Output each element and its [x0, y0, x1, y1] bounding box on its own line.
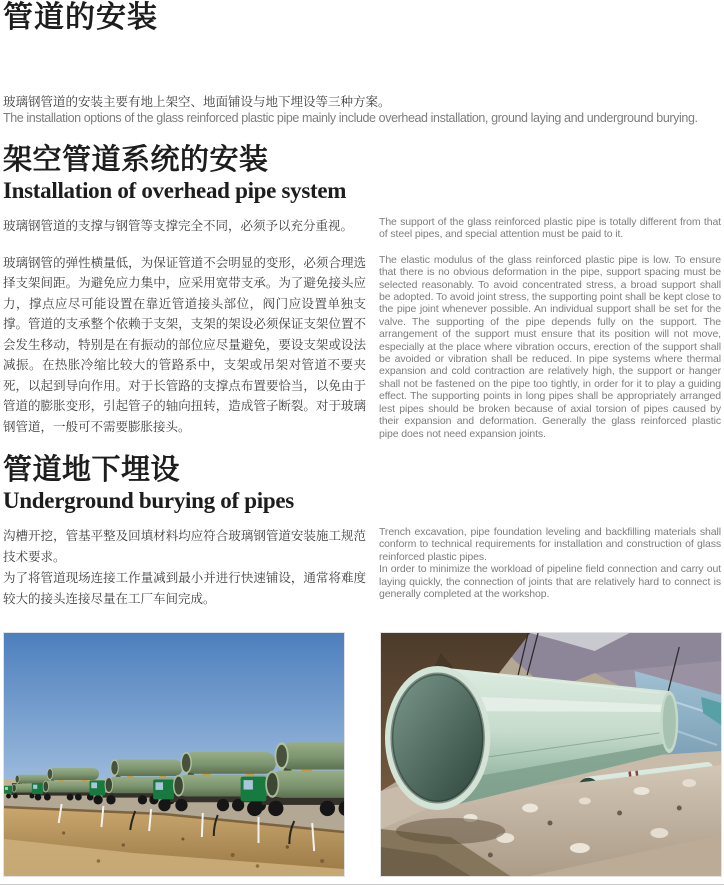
chinese-column: [3, 216, 366, 440]
intro-block: [3, 94, 724, 126]
trench-photo-illustration: [381, 633, 721, 876]
chinese-column: [3, 526, 366, 609]
section-heading-en: Installation of overhead pipe system: [3, 178, 347, 203]
photo-pipe-in-trench: [380, 632, 722, 877]
paragraph-en: In order to minimize the workload of pipeline field connection and carry out laying quickly, the connection of joints that are relatively hard to connect is generally completed at the workshop.: [379, 563, 721, 601]
two-column-text: [3, 216, 721, 440]
bottom-divider: [0, 884, 724, 885]
paragraph-zh: 玻璃钢管道的支撑与钢管等支撑完全不同，必须予以充分重视。: [3, 219, 354, 233]
section-heading-zh: 管道地下埋设: [3, 454, 181, 486]
section-heading-zh: 架空管道系统的安装: [3, 144, 269, 176]
section-underground-burying: [3, 454, 721, 609]
section-heading-en: Underground burying of pipes: [3, 488, 294, 513]
page-title: 管道的安装: [3, 1, 158, 34]
two-column-text: [3, 526, 721, 609]
paragraph-zh: 为了将管道现场连接工作量减到最小并进行快速铺设，通常将难度较大的接头连接尽量在工厂车间完成。: [3, 571, 366, 606]
paragraph-en: The support of the glass reinforced plastic pipe is totally different from that of steel pipes, and special attention must be paid to it.: [379, 216, 721, 241]
paragraph-en: The elastic modulus of the glass reinforced plastic pipe is low. To ensure that there is no obvious deformation in the pipe, support spacing must be selected reasonably. To avoid concentrated stress, a broad support shall be adopted. To avoid joint stress, the supporting point shall be kept close to the pipe joint whenever possible. An individual support shall be set for the valve. The supporting of the pipe depends fully on the support. The arrangement of the support must ensure that its position will not move, especially at the place where vibration occurs, erection of the support shall be avoided or vibration shall be reduced. In pipe systems where thermal expansion and cold contraction are relatively high, the support or hanger shall not be fastened on the pipe too tightly, in order for it to play a guiding effect. The supporting points in long pipes shall be appropriately arranged lest pipes should be broken because of axial torsion of pipes caused by their expansion and deformation. Generally the glass reinforced plastic pipe does not need expansion joints.: [379, 253, 721, 440]
paragraph-en: Trench excavation, pipe foundation leveling and backfilling materials shall conform to technical requirements for installation and construction of glass reinforced plastic pipes.: [379, 526, 721, 563]
photo-trucks-with-pipes: [3, 632, 345, 877]
photo-row: [3, 632, 722, 877]
english-column: [379, 216, 721, 440]
intro-paragraph-en: The installation options of the glass reinforced plastic pipe mainly include overhead installation, ground laying and underground burying.: [3, 111, 698, 125]
trucks-photo-illustration: [4, 633, 344, 876]
paragraph-zh: 玻璃钢管的弹性横量低，为保证管道不会明显的变形，必须合理选择支架间距。为避免应力集中，应采用宽带支承。为了避免接头应力，撑点应尽可能设置在靠近管道接头部位，阀门应设置单独支撑。管道的支承整个依赖于支架，支架的架设必须保证支架位置不会发生移动，特别是在有振动的部位应尽量避免，要设支架或设法减振。在热胀冷缩比较大的管路系中，支架或吊架对管道不要夹死，以起到导向作用。对于长管路的支撑点布置要恰当，以免由于管道的膨胀变形，引起管子的轴向扭转，造成管子断裂。对于玻璃钢管道，一般可不需要膨胀接头。: [3, 255, 366, 434]
section-overhead-pipe: [3, 144, 721, 440]
english-column: [379, 526, 721, 609]
intro-paragraph-zh: 玻璃钢管道的安装主要有地上架空、地面铺设与地下埋设等三种方案。: [3, 95, 391, 109]
paragraph-zh: 沟槽开挖，管基平整及回填材料均应符合玻璃钢管道安装施工规范技术要求。: [3, 529, 366, 564]
